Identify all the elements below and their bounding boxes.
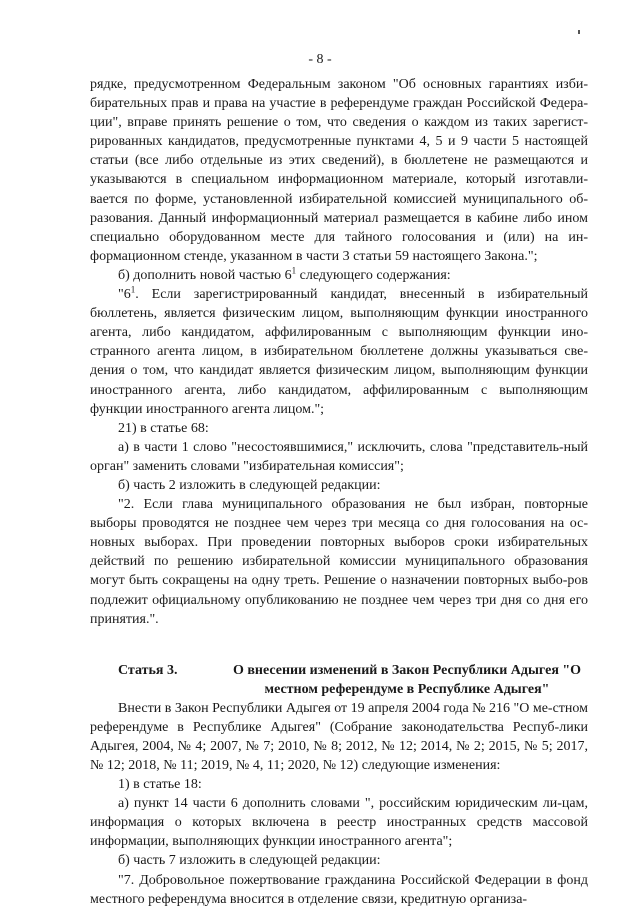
article-heading [90, 661, 588, 699]
article-label: Статья 3. [118, 662, 178, 678]
paragraph-item-1: 1) в статье 18: [118, 777, 202, 793]
paragraph-item-1b: б) часть 7 изложить в следующей редакции: [118, 853, 381, 869]
paragraph-item-1a: а) пункт 14 части 6 дополнить словами ", российским юридическим ли-цам, информация о которых включена в реестр иностранных средств массовой информации, выполняющих функции иностранного агента"; [90, 796, 588, 850]
paragraph-article-3-intro: Внести в Закон Республики Адыгея от 19 апреля 2004 года № 216 "О ме-стном референдуме в Республике Адыгея" (Собрание законодательства Респуб-лики Адыгея, 2004, № 4; 2007, № 7; 2010, № 8; 2012, № 12; 2014, № 2; 2015, № 5; 2017, № 12; 2018, № 11; 2019, № 4, 11; 2020, № 12) следующие изменения: [90, 700, 588, 773]
paragraph-add-part: б) дополнить новой частью $6^1$ следующего содержания: [118, 265, 451, 283]
scan-mark [578, 30, 580, 34]
paragraph-part-6-1: "$6^1$. Если зарегистрированный кандидат, внесенный в избирательный бюллетень, является физическим лицом, выполняющим функции иностранного агента, либо кандидатом, аффилированным с выполняющим функции ино-странного агента лицом, в избирательном бюллетене должны указываться све-дения о том, что кандидат является физическим лицом, выполняющим функции иностранного агента, либо кандидатом, аффилированным с выполняющим функции иностранного агента лицом."; [90, 284, 588, 417]
paragraph-part-7: "7. Добровольное пожертвование гражданина Российской Федерации в фонд местного референдума вносится в отделение связи, кредитную организа- [90, 872, 588, 907]
paragraph-part-2-intro: б) часть 2 изложить в следующей редакции: [118, 477, 381, 493]
paragraph-item-21: 21) в статье 68: [118, 420, 209, 436]
paragraph-part-2-text: "2. Если глава муниципального образования не был избран, повторные выборы проводятся не позднее чем через три месяца со дня голосования на ос-новных выборах. При проведении повторных выборов сроки избирательных действий по решению избирательной комиссии муниципального образования могут быть сокращены на одну треть. Решение о назначении повторных выбо-ров подлежит официальному опубликованию не позднее чем через три дня со дня его принятия.". [90, 497, 588, 627]
paragraph-continuation: рядке, предусмотренном Федеральным законом "Об основных гарантиях изби-бирательных прав и права на участие в референдуме граждан Российской Федера-ции", вправе принять решение о том, что сведения о каждом из таких зарегист-рированных кандидатов, предусмотренные пунктами 4, 5 и 9 части 5 настоящей статьи (все либо отдельные из этих сведений), в бюллетене не размещаются и указываются в специальном информационном материале, который изготавли-вается по форме, установленной избирательной комиссией муниципального об-разования. Данный информационный материал размещается в кабине либо ином специально оборудованном месте для тайного голосования и (или) на ин-формационном стенде, указанном в части 3 статьи 59 настоящего Закона."; [90, 77, 588, 264]
article-title: О внесении изменений в Закон Республики Адыгея "О местном референдуме в Республике Адыгея" [232, 662, 582, 697]
page-number: - 8 - [308, 52, 332, 67]
paragraph-part-1: а) в части 1 слово "несостоявшимися," исключить, слова "представитель-ный орган" заменить словами "избирательная комиссия"; [90, 439, 588, 474]
document-body [90, 75, 588, 909]
